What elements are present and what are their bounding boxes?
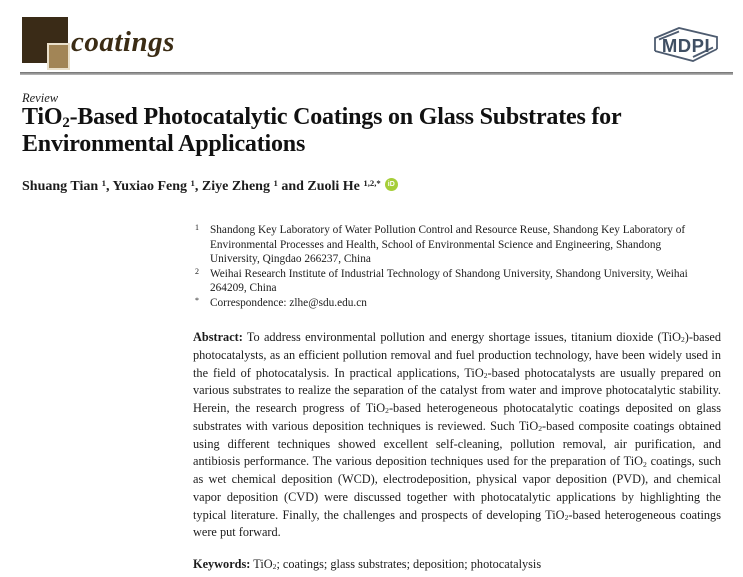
affiliation-item-2: [193, 267, 710, 296]
correspondence-label: Correspondence:: [210, 296, 287, 309]
orcid-icon[interactable]: iD: [385, 178, 398, 191]
correspondence-marker: *: [195, 295, 199, 305]
author-names: Shuang Tian $^1$, Yuxiao Feng $^1$, Ziye Zheng $^1$ and Zuoli He $^{1,2,*}$: [22, 177, 381, 194]
coatings-logo-tan-square-icon: [47, 43, 70, 70]
author-line: [22, 179, 722, 195]
affiliation-marker-1: 1: [195, 223, 199, 232]
affiliation-text-2: Weihai Research Institute of Industrial Technology of Shandong University, Shandong University, Weihai 264209, China: [210, 267, 688, 295]
mdpi-wordmark: MDPI: [661, 35, 711, 56]
header-rule: [20, 72, 733, 75]
affiliation-item-1: [193, 223, 710, 267]
mdpi-logo[interactable]: [653, 26, 719, 64]
abstract-label: Abstract:: [193, 330, 243, 344]
affiliation-text-1: Shandong Key Laboratory of Water Pollution Control and Resource Reuse, Shandong Key Laboratory of Environmental Processes and Health, School of Environmental Science and Engineering, Shandong University, Qingdao 266237, China: [210, 224, 686, 266]
journal-name: coatings: [71, 26, 175, 58]
keywords: [193, 556, 721, 573]
mdpi-hexagon-icon: [653, 26, 719, 64]
keywords-text: TiO$_2$; coatings; glass substrates; deposition; photocatalysis: [250, 557, 542, 572]
affiliation-list: [193, 223, 710, 311]
article-title: TiO$_2$-Based Photocatalytic Coatings on Glass Substrates for Environmental Applications: [22, 104, 622, 157]
affiliation-marker-2: 2: [195, 266, 199, 276]
article-type-label: Review: [22, 91, 59, 105]
correspondence-email-link[interactable]: zlhe@sdu.edu.cn: [289, 296, 367, 309]
abstract: [193, 329, 721, 542]
keywords-label: Keywords:: [193, 557, 251, 571]
abstract-text: To address environmental pollution and energy shortage issues, titanium dioxide (TiO$_2$)-based photocatalysts, as an efficient pollution removal and fuel production technology, have been widely used in the field of photocatalysis. In practical applications, TiO$_2$-based photocatalysts are usually prepared on various substrates to realize the separation of the catalyst from water and improve photocatalytic stability. Herein, the research progress of TiO$_2$-based heterogeneous photocatalytic coatings deposited on glass substrates with various deposition techniques is reviewed. Such TiO$_2$-based composite coatings obtained using different techniques showed excellent self-cleaning, pollution removal, air purification, and antibiosis performance. The various deposition techniques used for the preparation of TiO$_2$ coatings, such as wet chemical deposition (WCD), electrodeposition, physical vapor deposition (PVD), and chemical vapor deposition (CVD) were discussed together with photocatalytic applications by highlighting the typical literature. Finally, the challenges and prospects of developing TiO$_2$-based heterogeneous coatings were put forward.: [193, 330, 722, 540]
correspondence-item: [193, 296, 710, 311]
